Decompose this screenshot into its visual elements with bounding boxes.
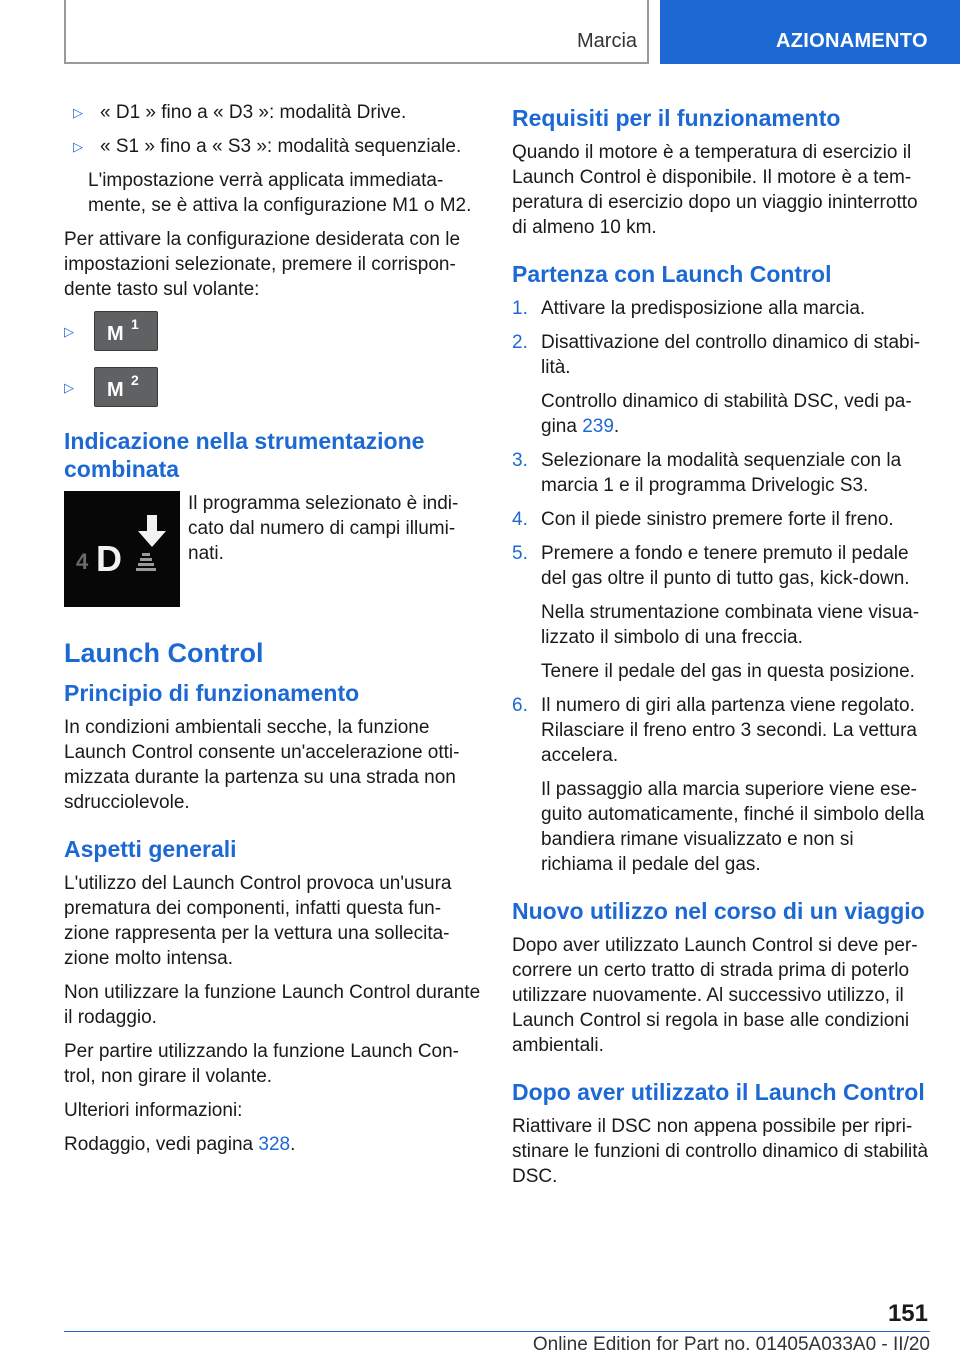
triangle-right-icon: ▷	[73, 139, 83, 154]
list-item	[64, 134, 482, 159]
left-column	[64, 100, 482, 1166]
list-item	[64, 367, 482, 407]
step-text: Il numero di giri alla partenza viene regolato. Rilasciare il freno entro 3 secondi. La vettura accelera.	[541, 695, 917, 766]
header-left-frame	[64, 0, 649, 64]
rodaggio-ref: Rodaggio, vedi pagina 328.	[64, 1134, 296, 1155]
instrument-cluster-display	[64, 491, 180, 607]
triangle-right-icon: ▷	[73, 105, 83, 120]
step-number: 5.	[512, 543, 528, 564]
aspetti-text-2: Non utilizzare la funzione Launch Control durante il rodaggio.	[64, 982, 481, 1028]
config-note: L'impostazione verrà applicata immediata-mente, se è attiva la configurazione M1 o M2.	[88, 170, 472, 216]
nuovo-text: Dopo aver utilizzato Launch Control si deve per-correre un certo tratto di strada prima di poterlo utilizzare nuovamente. Al successivo utilizzo, il Launch Control si regola in base alle condizioni ambientali.	[512, 935, 918, 1056]
svg-text:1: 1	[131, 316, 139, 332]
svg-text:M: M	[107, 323, 124, 345]
heading-launch-control: Launch Control	[64, 638, 264, 668]
page-number: 151	[887, 1300, 928, 1327]
step-2-sub: Controllo dinamico di stabilità DSC, vedi pa-gina 239.	[541, 391, 912, 437]
triangle-right-icon: ▷	[64, 379, 74, 395]
svg-text:D: D	[96, 538, 122, 579]
step-number: 6.	[512, 695, 528, 716]
list-item	[512, 330, 930, 380]
list-item	[64, 100, 482, 125]
right-column	[512, 100, 930, 1198]
step-text: Attivare la predisposizione alla marcia.	[541, 298, 866, 319]
list-item	[512, 541, 930, 591]
ulteriori-label: Ulteriori informazioni:	[64, 1100, 243, 1121]
heading-aspetti: Aspetti generali	[64, 836, 237, 862]
m1-button-icon	[94, 311, 158, 351]
activate-paragraph: Per attivare la configurazione desiderata con le impostazioni selezionate, premere il corrispon-dente tasto sul volante:	[64, 229, 461, 300]
step-text: Con il piede sinistro premere forte il freno.	[541, 509, 894, 530]
step-number: 1.	[512, 298, 528, 319]
arrow-down-icon	[138, 515, 166, 547]
list-item	[512, 448, 930, 498]
step-number: 3.	[512, 450, 528, 471]
m2-button-icon	[94, 367, 158, 407]
heading-requisiti: Requisiti per il funzionamento	[512, 105, 841, 131]
list-item	[512, 693, 930, 768]
heading-partenza: Partenza con Launch Control	[512, 261, 832, 287]
step-number: 4.	[512, 509, 528, 530]
step-text: Disattivazione del controllo dinamico di stabi-lità.	[541, 332, 921, 378]
step-text: Premere a fondo e tenere premuto il pedale del gas oltre il punto di tutto gas, kick-down.	[541, 543, 910, 589]
header-section-label: AZIONAMENTO	[776, 30, 928, 52]
cluster-section	[64, 491, 482, 607]
step-number: 2.	[512, 332, 528, 353]
svg-text:M: M	[107, 379, 124, 401]
principio-text: In condizioni ambientali secche, la funzione Launch Control consente un'accelerazione otti-mizzata durante la partenza su una strada non sdrucciolevole.	[64, 717, 460, 813]
step-5-sub-2: Tenere il pedale del gas in questa posizione.	[541, 661, 915, 682]
aspetti-text-1: L'utilizzo del Launch Control provoca un'usura prematura dei componenti, infatti questa fun-zione rappresenta per la vettura una sollecita-zione molto intensa.	[64, 873, 452, 969]
requisiti-text: Quando il motore è a temperatura di esercizio il Launch Control è disponibile. Il motore è a tem-peratura di esercizio dopo un viaggio ininterrotto di almeno 10 km.	[512, 142, 918, 238]
list-item	[512, 296, 930, 321]
heading-indicazione: Indicazione nella strumentazione combinata	[64, 428, 425, 482]
program-bars-icon	[136, 553, 156, 571]
step-6-sub: Il passaggio alla marcia superiore viene ese-guito automaticamente, finché il simbolo della bandiera rimane visualizzato e non si richiama il pedale del gas.	[541, 779, 925, 875]
edition-note: Online Edition for Part no. 01405A033A0 - II/20	[532, 1334, 930, 1355]
heading-principio: Principio di funzionamento	[64, 680, 360, 706]
heading-nuovo-utilizzo: Nuovo utilizzo nel corso di un viaggio	[512, 898, 925, 924]
svg-text:4: 4	[76, 549, 89, 574]
heading-dopo-utilizzo: Dopo aver utilizzato il Launch Control	[512, 1079, 925, 1105]
bullet-sequential: « S1 » fino a « S3 »: modalità sequenziale.	[100, 136, 462, 157]
svg-text:2: 2	[131, 372, 139, 388]
aspetti-text-3: Per partire utilizzando la funzione Launch Con-trol, non girare il volante.	[64, 1041, 460, 1087]
triangle-right-icon: ▷	[64, 323, 74, 339]
step-5-sub-1: Nella strumentazione combinata viene visua-lizzato il simbolo di una freccia.	[541, 602, 920, 648]
header-chapter: Marcia	[577, 30, 638, 52]
footer-divider	[64, 1331, 930, 1332]
list-item	[512, 507, 930, 532]
step-text: Selezionare la modalità sequenziale con la marcia 1 e il programma Drivelogic S3.	[541, 450, 902, 496]
cluster-description: Il programma selezionato è indi-cato dal numero di campi illumi-nati.	[188, 493, 459, 564]
rodaggio-page-link[interactable]: 328	[258, 1134, 291, 1155]
dopo-text: Riattivare il DSC non appena possibile per ripri-stinare le funzioni di controllo dinamico di stabilità DSC.	[512, 1116, 929, 1187]
bullet-drive: « D1 » fino a « D3 »: modalità Drive.	[100, 102, 407, 123]
dsc-page-link[interactable]: 239	[582, 416, 614, 437]
list-item	[64, 311, 482, 351]
